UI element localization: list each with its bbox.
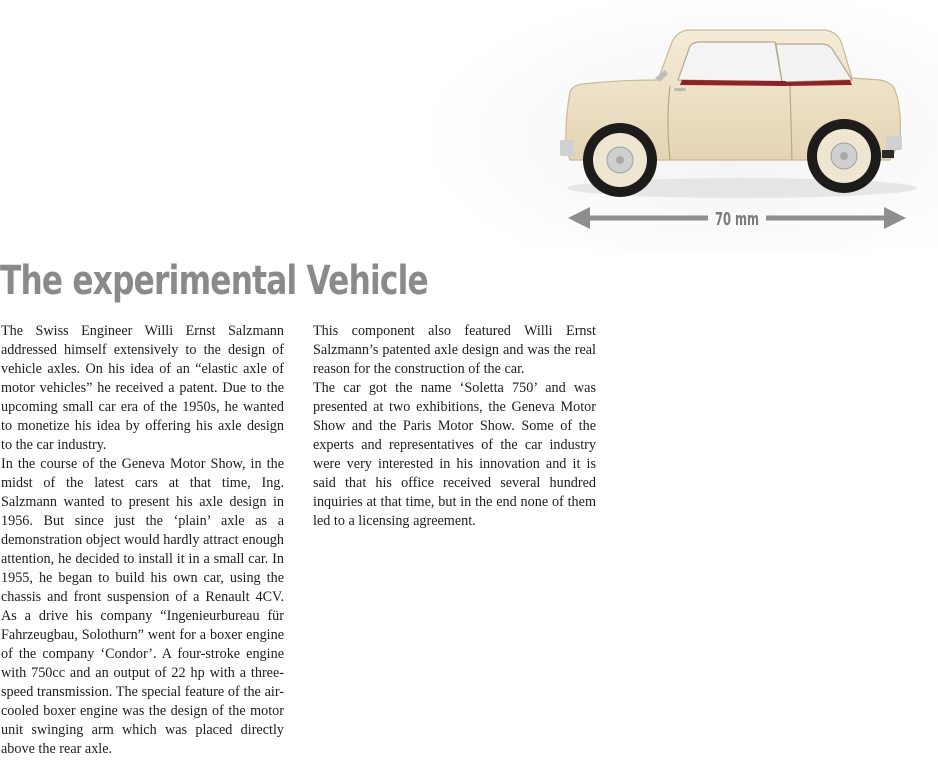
paragraph: This component also featured Willi Ernst Salzmann’s patented axle design and was the real reason for the construction of the car. [313,323,596,377]
front-wheel [583,123,657,197]
paragraph: In the course of the Geneva Motor Show, in the midst of the latest cars at that time, Ing. Salzmann wanted to present his axle design in 1956. But since just the ‘plain’ axle as a demonstration object would hardly attract enough attention, he decided to install it in a small car. In 1955, he began to build his own car, using the chassis and front suspension of a Renault 4CV. As a drive his company “Ingenieurbureau für Fahrzeugbau, Solothurn” went for a boxer engine of the company ‘Condor’. A four-stroke engine with 750cc and an output of 22 hp with a three-speed transmission. The special feature of the air-cooled boxer engine was the design of the motor unit swinging arm which was placed directly above the rear axle. [1,456,284,757]
paragraph: The Swiss Engineer Willi Ernst Salzmann addressed himself extensively to the design of vehicle axles. On his idea of an “elastic axle of motor vehicles” he received a patent. Due to the upcoming small car era of the 1950s, he wanted to monetize his idea by offering his axle design to the car industry. [1,323,284,453]
car-model-figure [420,0,938,250]
dimension-label: 70 mm [715,209,759,230]
left-column [1,322,284,759]
rear-wheel [807,119,881,193]
article-title: The experimental Vehicle [0,258,428,304]
car-model-image [420,0,938,250]
right-column [313,322,596,531]
paragraph: The car got the name ‘Soletta 750’ and was presented at two exhibitions, the Geneva Motor Show and the Paris Motor Show. Some of the experts and representatives of the car industry were very interested in his innovation and it is said that his office received several hundred inquiries at that time, but in the end none of them led to a licensing agreement. [313,380,596,529]
